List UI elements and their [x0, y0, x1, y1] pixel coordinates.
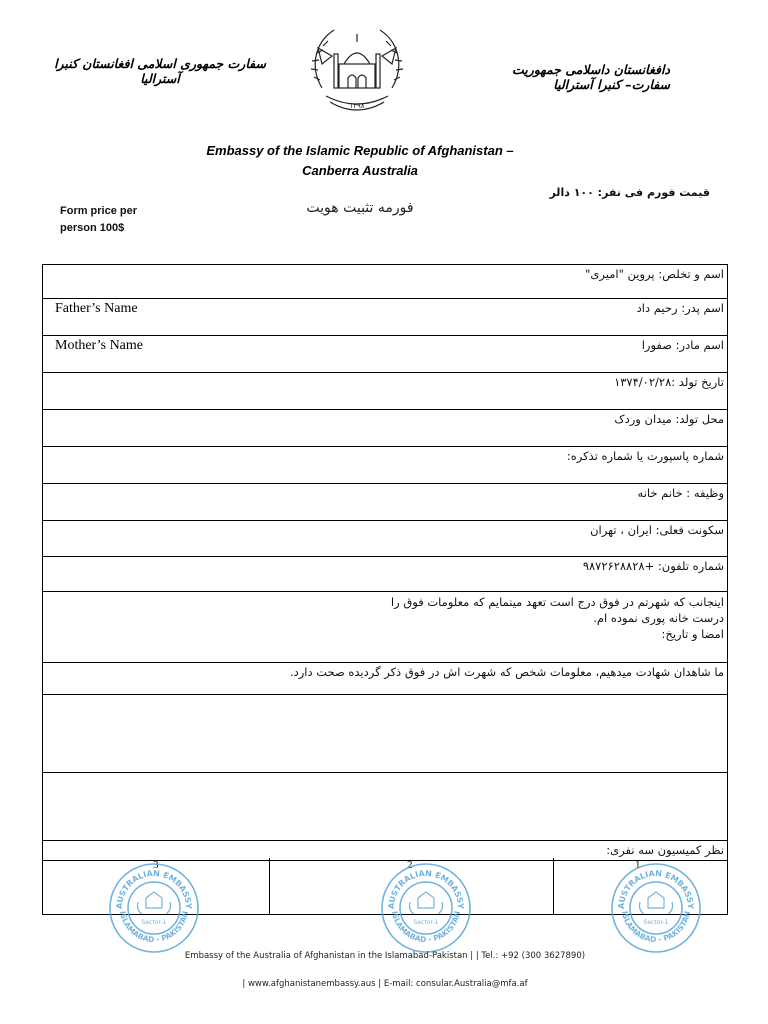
form-price-en: [60, 203, 170, 237]
witness-text: ما شاهدان شهادت میدهیم، معلومات شخص که شهرت اش در فوق ذکر گردیده صحت دارد.: [289, 665, 724, 679]
row-name: [43, 265, 727, 299]
svg-text:Sector-1: Sector-1: [643, 919, 669, 926]
svg-text:Sector-1: Sector-1: [141, 919, 167, 926]
footer-line1: Embassy of the Australia of Afghanistan in the Islamabad-Pakistan | | Tel.: +92 (300 3627890): [184, 951, 586, 961]
row-mother: [43, 336, 727, 373]
row-witness: [43, 663, 727, 695]
row-dob: [43, 373, 727, 410]
declaration-line3: امضا و تاریخ:: [661, 627, 724, 641]
row-father-fa: اسم پدر: رحیم داد: [636, 301, 724, 315]
row-declaration: [43, 592, 727, 663]
row-dob-fa: تاریخ تولد :۱۳۷۴/۰۲/۲۸: [614, 375, 724, 389]
declaration-line1: اینجانب که شهرتم در فوق درج است تعهد مینمایم که معلومات فوق را: [390, 595, 724, 609]
row-witness-sign-2: [43, 773, 727, 841]
header-left-line2: آستراليا: [140, 71, 180, 86]
svg-text:AUSTRALIAN EMBASSY: AUSTRALIAN EMBASSY: [114, 868, 194, 910]
row-occupation-fa: وظیفه : خانم خانه: [637, 486, 724, 500]
svg-text:ISLAMABAD - PAKISTAN: ISLAMABAD - PAKISTAN: [620, 910, 692, 945]
signature-number-1: 1: [635, 859, 641, 871]
svg-text:ISLAMABAD - PAKISTAN: ISLAMABAD - PAKISTAN: [118, 910, 190, 945]
row-name-fa: اسم و تخلص: پروین "امیری": [585, 267, 724, 281]
embassy-stamp-2: [380, 862, 472, 954]
signature-number-2: 2: [407, 859, 413, 871]
svg-text:AUSTRALIAN EMBASSY: AUSTRALIAN EMBASSY: [386, 868, 466, 910]
row-phone-fa: شماره تلفون: +۹۸۷۲۶۲۸۸۲۸: [582, 559, 724, 573]
row-passport: [43, 447, 727, 484]
header-right-text: [470, 62, 670, 92]
form-price-fa: قیمت فورم فی نفر: ۱۰۰ دالر: [549, 186, 710, 199]
header-right-line1: دافغانستان داسلامی جمهوريت: [512, 62, 670, 77]
svg-text:Sector-1: Sector-1: [413, 919, 439, 926]
embassy-stamp-1: [610, 862, 702, 954]
svg-text:ISLAMABAD - PAKISTAN: ISLAMABAD - PAKISTAN: [390, 910, 462, 945]
row-passport-fa: شماره پاسپورت یا شماره تذکره:: [566, 449, 724, 463]
row-residence: [43, 521, 727, 557]
embassy-title-line2: Canberra Australia: [302, 163, 418, 178]
form-price-en-line2: person 100$: [60, 222, 125, 234]
row-father: [43, 299, 727, 336]
header-left-line1: سفارت جمهوری اسلامی افغانستان کنبرا: [54, 56, 266, 71]
afghanistan-emblem: [304, 18, 410, 122]
row-phone: [43, 557, 727, 592]
row-witness-sign-1: [43, 695, 727, 773]
header-right-line2: سفارت– کنبرا آستراليا: [553, 77, 670, 92]
commission-text: نظر کمیسیون سه نفری:: [606, 843, 724, 857]
row-mother-fa: اسم مادر: صفورا: [641, 338, 724, 352]
signature-number-3: 3: [153, 859, 159, 871]
form-price-en-line1: Form price per: [60, 205, 138, 217]
row-birthplace-fa: محل تولد: میدان وردک: [614, 412, 724, 426]
embassy-stamp-3: [108, 862, 200, 954]
form-title: فورمه تثبیت هویت: [306, 200, 414, 216]
row-occupation: [43, 484, 727, 521]
svg-text:AUSTRALIAN EMBASSY: AUSTRALIAN EMBASSY: [616, 868, 696, 910]
row-residence-fa: سکونت فعلی: ایران ، تهران: [590, 523, 724, 537]
emblem-year: ۱۳۹۸: [349, 102, 365, 110]
identity-form-table: [42, 264, 728, 915]
declaration-text: [51, 594, 724, 642]
header-left-text: [40, 56, 280, 86]
embassy-title-line1: Embassy of the Islamic Republic of Afghanistan –: [206, 143, 514, 158]
row-birthplace: [43, 410, 727, 447]
row-mother-en: Mother’s Name: [55, 338, 143, 353]
declaration-line2: درست خانه پوری نموده ام.: [593, 611, 724, 625]
row-father-en: Father’s Name: [55, 301, 138, 316]
footer-line2: | www.afghanistanembassy.aus | E-mail: consular.Australia@mfa.af: [242, 979, 528, 989]
